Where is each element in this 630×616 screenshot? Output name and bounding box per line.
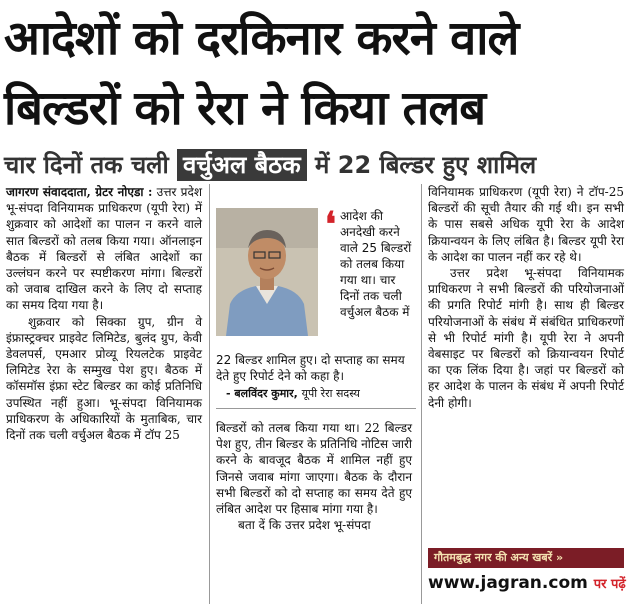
column-divider bbox=[421, 184, 422, 604]
article-paragraph: बिल्डरों को तलब किया गया था। 22 बिल्डर पेश हुए, तीन बिल्डर के प्रतिनिधि नोटिस जारी करने के बावजूद बैठक में शामिल नहीं हुए जिनसे जवाब मांगा जाएगा। बैठक के दौरान सभी बिल्डरों को दो सप्ताह का समय देते हुए लंबित आदेश पर हिसाब मांगा गया है। bbox=[216, 421, 412, 517]
column-divider bbox=[209, 184, 210, 604]
more-news-banner[interactable] bbox=[428, 548, 624, 568]
article-paragraph: बता दें कि उत्तर प्रदेश भू-संपदा bbox=[238, 518, 371, 533]
paragraph-text: उत्तर प्रदेश भू-संपदा विनियामक प्राधिकरण (यूपी रेरा) में शुक्रवार को आदेशों का पालन न करने वाले सात बिल्डरों को तलब किया गया। ऑनलाइन बैठक में बिल्डरों से लंबित आदेशों का उल्लंघन करने पर स्पष्टीकरण मांगा। बिल्डरों को जवाब दाखिल करने के लिए दो सप्ताह का समय दिया गया है। bbox=[6, 185, 202, 313]
article-paragraph bbox=[6, 184, 202, 314]
quote-name: - बलविंदर कुमार, bbox=[226, 387, 298, 400]
quote-separator bbox=[216, 408, 416, 409]
person-photo-illustration bbox=[216, 208, 318, 336]
quote-role: यूपी रेरा सदस्य bbox=[301, 387, 360, 400]
person-photo bbox=[216, 208, 318, 336]
headline-line-1: आदेशों को दरकिनार करने वाले bbox=[4, 11, 519, 66]
quote-mark-icon: ❛ bbox=[325, 205, 336, 245]
quote-text-2: 22 बिल्डर शामिल हुए। दो सप्ताह का समय देते हुए रिपोर्ट देने को कहा है। bbox=[216, 353, 405, 383]
website-link[interactable] bbox=[428, 570, 624, 596]
more-news-label: गौतमबुद्ध नगर की अन्य खबरें bbox=[434, 551, 553, 564]
subheadline-highlight: वर्चुअल बैठक bbox=[177, 149, 307, 181]
website-url: www.jagran.com bbox=[428, 573, 588, 593]
article-paragraph: विनियामक प्राधिकरण (यूपी रेरा) ने टॉप-25 बिल्डरों की सूची तैयार की गई थी। इन सभी के पास सबसे अधिक यूपी रेरा के आदेश क्रियान्वयन के लिए लंबित है। बिल्डर यूपी रेरा के आदेश का पालन नहीं कर रहे थे। bbox=[428, 185, 624, 264]
article-paragraph: उत्तर प्रदेश भू-संपदा विनियामक प्राधिकरण ने सभी बिल्डरों की परियोजनाओं की प्रगति रिपोर्ट मांगी है। साथ ही बिल्डर परियोजनाओं के संबंध में संबंधित प्राधिकरणों से भी रिपोर्ट मांगी है। यूपी रेरा ने अपनी वेबसाइट पर बिल्डरों को क्रियान्वयन रिपोर्ट का एक लिंक दिया है। जहां पर बिल्डरों को हर आदेश के पालन के संबंध में अपनी रिपोर्ट देनी होगी। bbox=[428, 266, 624, 410]
subheadline-part-2: में 22 बिल्डर हुए शामिल bbox=[315, 151, 537, 179]
subheadline-part-1: चार दिनों तक चली bbox=[4, 151, 169, 179]
dateline: जागरण संवाददाता, ग्रेटर नोएडा : bbox=[6, 185, 153, 199]
quote-text: आदेश की अनदेखी करने वाले 25 बिल्डरों को तलब किया गया था। चार दिनों तक चली वर्चुअल बैठक में bbox=[340, 209, 412, 319]
article-paragraph: शुक्रवार को सिक्का ग्रुप, ग्रीन वे इंफ्रास्ट्रक्चर प्राइवेट लिमिटेड, बुलंद ग्रुप, केवी डेवलपर्स, एमआर प्रोव्यू रियलटेक प्राइवेट लिमिटेड रेरा के सम्मुख पेश हुए। बैठक में कॉसमॉस इंफ्रा स्टेट बिल्डर का कोई प्रतिनिधि उपस्थित नहीं हुआ। भू-संपदा विनियामक प्राधिकरण के अधिकारियों के मुताबिक, चार दिनों तक चली वर्चुअल बैठक में टॉप 25 bbox=[6, 314, 202, 443]
article-column-1 bbox=[6, 184, 202, 443]
headline-line-2: बिल्डरों को रेरा ने किया तलब bbox=[4, 81, 486, 136]
article-column-3 bbox=[428, 184, 624, 411]
article-column-2 bbox=[216, 420, 412, 533]
chevron-right-icon: » bbox=[556, 551, 564, 564]
read-more-label: पर पढ़ें bbox=[593, 577, 626, 592]
subheadline bbox=[4, 148, 626, 182]
quote-attribution bbox=[226, 386, 416, 401]
quote-text-1 bbox=[322, 208, 416, 320]
